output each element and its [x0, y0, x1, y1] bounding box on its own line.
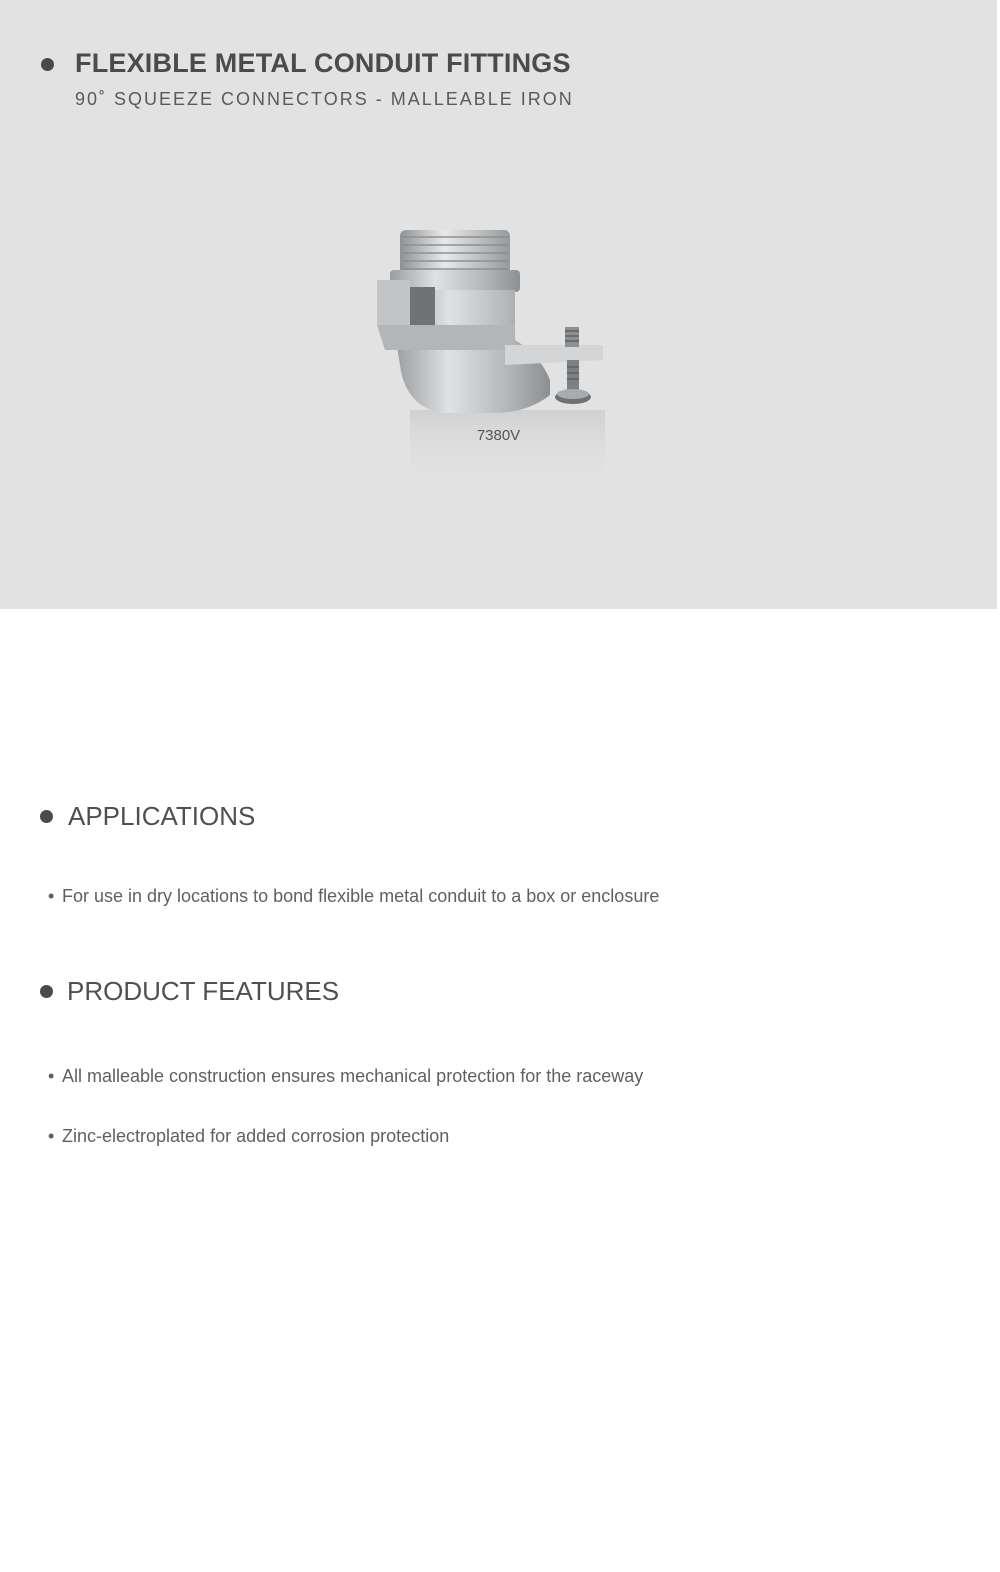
- product-image: [365, 215, 625, 505]
- list-item: [48, 886, 659, 907]
- page-subtitle: 90˚ SQUEEZE CONNECTORS - MALLEABLE IRON: [75, 89, 574, 109]
- list-item-text: Zinc-electroplated for added corrosion protection: [62, 1126, 450, 1146]
- section-bullet-icon: [40, 810, 53, 823]
- conduit-connector-icon: [365, 215, 625, 505]
- list-bullet: •: [48, 1126, 55, 1146]
- list-item: [48, 1066, 643, 1087]
- list-item-text: For use in dry locations to bond flexible metal conduit to a box or enclosure: [62, 886, 660, 906]
- hero-banner: [0, 0, 997, 609]
- list-item-text: All malleable construction ensures mechanical protection for the raceway: [62, 1066, 644, 1086]
- page-title: FLEXIBLE METAL CONDUIT FITTINGS: [75, 48, 571, 78]
- list-item: [48, 1126, 449, 1147]
- applications-heading: APPLICATIONS: [68, 801, 256, 831]
- product-features-heading: PRODUCT FEATURES: [67, 976, 340, 1006]
- list-bullet: •: [48, 886, 55, 906]
- title-bullet-icon: [41, 58, 54, 71]
- section-bullet-icon: [40, 985, 53, 998]
- model-number-label: 7380V: [476, 427, 521, 444]
- list-bullet: •: [48, 1066, 55, 1086]
